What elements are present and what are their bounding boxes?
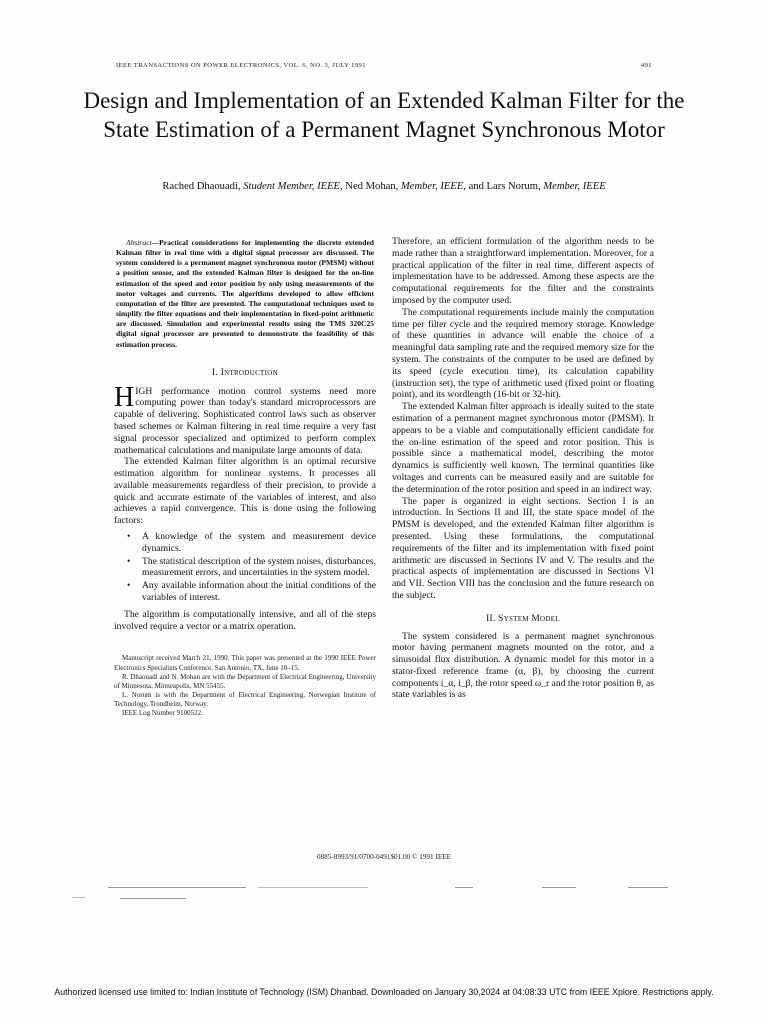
footnotes: [114, 654, 376, 718]
scan-artifact-line: [120, 898, 186, 899]
abstract-label: Abstract: [126, 238, 152, 247]
author-membership: Student Member, IEEE,: [243, 181, 343, 192]
footnote: Manuscript received March 21, 1990. This paper was presented at the 1990 IEEE Power Electronics Specialists Conference, San Antonio, TX, June 10–15.: [114, 654, 376, 672]
intro-paragraph-3: The algorithm is computationally intensive, and all of the steps involved require a vector or a matrix operation.: [114, 608, 376, 632]
list-item: • A knowledge of the system and measurement device dynamics.: [136, 531, 376, 555]
intro-paragraph-1: [114, 381, 376, 457]
scan-artifact-line: [72, 897, 86, 898]
journal-citation: IEEE TRANSACTIONS ON POWER ELECTRONICS, VOL. 6, NO. 3, JULY 1991: [116, 62, 366, 69]
drop-cap: H: [114, 381, 135, 413]
intro-paragraph-2: The extended Kalman filter algorithm is an optimal recursive estimation algorithm for nonlinear systems. It processes all available measurements regardless of their precision, to provide a quick and accurate estimate of the variables of interest, and also achieves a rapid convergence. This is done using the following factors:: [114, 456, 376, 527]
abstract: [114, 238, 376, 350]
left-column: [114, 236, 376, 718]
author-name: Rached Dhaouadi,: [162, 181, 244, 192]
author-membership: Member, IEEE: [543, 181, 606, 192]
list-item: • Any available information about the initial conditions of the variables of interest.: [136, 580, 376, 604]
copyright-line: 0885-8993/91/0700-0491$01.00 © 1991 IEEE: [316, 853, 452, 861]
body-paragraph: Therefore, an efficient formulation of the algorithm needs to be made rather than a straightforward implementation. Moreover, for a practical application of the filter in real time, different aspects of implementation have to be addressed. Among these aspects are the computational requirements for the filter and the constraints imposed by the computer used.: [392, 236, 654, 306]
body-paragraph: The paper is organized in eight sections. Section I is an introduction. In Sections II and III, the state space model of the PMSM is developed, and the extended Kalman filter algorithm is presented. Using these formulations, the computational requirements of the filter and its implementation with fixed point arithmetic are discussed in Sections IV and V. The results and the practical aspects of implementation are discussed in Sections VI and VII. Section VIII has the conclusion and the future research on the subject.: [392, 495, 654, 601]
authorization-notice: Authorized licensed use limited to: Indian Institute of Technology (ISM) Dhanbad. Downloaded on January 30,2024 at 04:08:33 UTC from IEEE Xplore. Restrictions apply.: [54, 987, 714, 997]
paper-title: Design and Implementation of an Extended Kalman Filter for the State Estimation of a Permanent Magnet Synchronous Motor: [83, 88, 685, 142]
scan-artifact-line: [628, 887, 668, 888]
section-heading-system-model: [392, 614, 654, 626]
footnote: L. Norum is with the Department of Electrical Engineering, Norwegian Institute of Technology, Trondheim, Norway.: [114, 690, 376, 708]
scan-artifact-line: [542, 887, 576, 888]
scan-artifact-line: [108, 887, 246, 888]
body-paragraph: The computational requirements include mainly the computation time per filter cycle and the required memory storage. Knowledge of these quantities in advance will enable the choice of a meaningful data sampling rate and the required memory size for the system. The constraints of the computer to be used are defined by its speed (cycle execution time), its calculation capability (instruction set), the type of arithmetic used (fixed point or floating point), and its wordlength (16-bit or 32-bit).: [392, 306, 654, 401]
scan-artifact-line: [455, 887, 473, 888]
body-paragraph: The system considered is a permanent magnet synchronous motor having permanent magnets mounted on the rotor, and a sinusoidal flux distribution. A dynamic model for this motor in a stator-fixed reference frame (α, β), by choosing the current components i_α, i_β, the rotor speed ω_r and the rotor position θ, as state variables is as: [392, 630, 654, 701]
footnote: IEEE Log Number 9100522.: [122, 709, 203, 718]
factor-list: [114, 531, 376, 604]
intro-paragraph-1-text: IGH performance motion control systems need more computing power than today's standard microprocessors are capable of delivering. Sophisticated control laws such as observer based schemes or Kalman filtering in real time require a very fast signal processor specialized and optimized to perform complex mathematical calculations and manipulate large amounts of data.: [114, 385, 376, 456]
author-name: and Lars Norum,: [465, 181, 544, 192]
footnote: R. Dhaouadi and N. Mohan are with the Department of Electrical Engineering, University of Minnesota, Minneapolis, MN 55455.: [114, 672, 376, 690]
section-title: Introduction: [220, 367, 278, 378]
section-number: I.: [212, 367, 219, 378]
right-column: [392, 236, 654, 701]
section-title: System Model: [498, 613, 560, 624]
author-membership: Member, IEEE,: [400, 181, 466, 192]
author-name: Ned Mohan,: [342, 181, 401, 192]
section-number: II.: [486, 613, 496, 624]
author-line: [80, 181, 688, 192]
page-number: 491: [640, 62, 652, 69]
running-head: [116, 62, 652, 69]
abstract-text: —Practical considerations for implementing the discrete extended Kalman filter in real time with a digital signal processor are discussed. The system considered is a permanent magnet synchronous motor (PMSM) without a position sensor, and the extended Kalman filter is designed for the on-line estimation of the speed and rotor position by only using measurements of the motor voltages and currents. The algorithms developed to allow efficient computation of the filter are presented. The computational techniques used to simplify the filter equations and their implementation in fixed-point arithmetic are discussed. Simulation and experimental results using the TMS 320C25 digital signal processor are presented to demonstrate the feasibility of this estimation process.: [116, 238, 374, 349]
scan-artifact-line: [258, 887, 368, 888]
body-paragraph: The extended Kalman filter approach is ideally suited to the state estimation of a permanent magnet synchronous motor (PMSM). It appears to be a viable and computationally efficient candidate for the on-line estimation of the speed and rotor position. This is possible since a mathematical model, describing the motor dynamics is sufficiently well known. The terminal quantities like voltages and currents can be measured easily and are suitable for the determination of the rotor position and speed in an indirect way.: [392, 401, 654, 495]
list-item: • The statistical description of the system noises, disturbances, measurement errors, and uncertainties in the system model.: [136, 556, 376, 580]
section-heading-introduction: [114, 368, 376, 380]
